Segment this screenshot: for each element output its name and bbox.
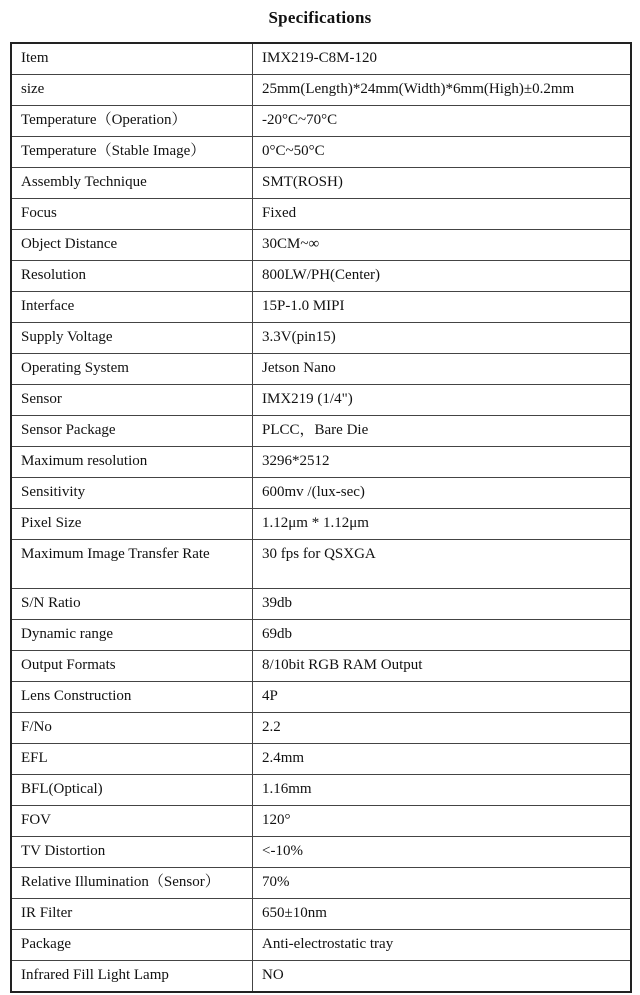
spec-value: Fixed <box>253 199 632 230</box>
spec-value: 3.3V(pin15) <box>253 323 632 354</box>
spec-key: Interface <box>11 292 253 323</box>
table-row <box>11 713 631 744</box>
spec-key: Dynamic range <box>11 620 253 651</box>
spec-key: Focus <box>11 199 253 230</box>
spec-key: IR Filter <box>11 899 253 930</box>
spec-key: Resolution <box>11 261 253 292</box>
table-row <box>11 620 631 651</box>
table-row <box>11 589 631 620</box>
spec-key: Output Formats <box>11 651 253 682</box>
table-row <box>11 230 631 261</box>
spec-value: 120° <box>253 806 632 837</box>
spec-value: 69db <box>253 620 632 651</box>
spec-key: Object Distance <box>11 230 253 261</box>
spec-key: Lens Construction <box>11 682 253 713</box>
spec-value: Jetson Nano <box>253 354 632 385</box>
table-row <box>11 43 631 75</box>
spec-value: PLCC，Bare Die <box>253 416 632 447</box>
table-row <box>11 478 631 509</box>
spec-value: SMT(ROSH) <box>253 168 632 199</box>
spec-value: 1.12μm * 1.12μm <box>253 509 632 540</box>
spec-key: Item <box>11 43 253 75</box>
table-row <box>11 292 631 323</box>
table-row <box>11 354 631 385</box>
spec-key: Infrared Fill Light Lamp <box>11 961 253 993</box>
table-row <box>11 416 631 447</box>
table-row <box>11 75 631 106</box>
spec-key: Assembly Technique <box>11 168 253 199</box>
spec-value: 2.4mm <box>253 744 632 775</box>
table-row <box>11 806 631 837</box>
table-row <box>11 447 631 478</box>
table-row <box>11 682 631 713</box>
spec-value: 3296*2512 <box>253 447 632 478</box>
spec-value: 15P-1.0 MIPI <box>253 292 632 323</box>
spec-key: Maximum resolution <box>11 447 253 478</box>
spec-value: IMX219 (1/4") <box>253 385 632 416</box>
table-row <box>11 323 631 354</box>
spec-value: 600mv /(lux-sec) <box>253 478 632 509</box>
table-row <box>11 509 631 540</box>
spec-value: 1.16mm <box>253 775 632 806</box>
spec-key: Relative Illumination（Sensor） <box>11 868 253 899</box>
spec-value: NO <box>253 961 632 993</box>
page-title: Specifications <box>268 8 372 27</box>
spec-value: Anti-electrostatic tray <box>253 930 632 961</box>
spec-value: 0°C~50°C <box>253 137 632 168</box>
spec-value: 39db <box>253 589 632 620</box>
spec-value: 800LW/PH(Center) <box>253 261 632 292</box>
table-row <box>11 651 631 682</box>
spec-key: Sensor <box>11 385 253 416</box>
spec-value: -20°C~70°C <box>253 106 632 137</box>
spec-key: Supply Voltage <box>11 323 253 354</box>
spec-key: Sensor Package <box>11 416 253 447</box>
spec-value: 650±10nm <box>253 899 632 930</box>
table-row <box>11 930 631 961</box>
spec-key: EFL <box>11 744 253 775</box>
spec-value: 70% <box>253 868 632 899</box>
spec-value: IMX219-C8M-120 <box>253 43 632 75</box>
table-row <box>11 261 631 292</box>
spec-value: 8/10bit RGB RAM Output <box>253 651 632 682</box>
spec-value: 30CM~∞ <box>253 230 632 261</box>
spec-key: FOV <box>11 806 253 837</box>
specifications-table <box>10 42 632 993</box>
table-row <box>11 837 631 868</box>
table-row <box>11 540 631 589</box>
table-row <box>11 744 631 775</box>
spec-key: F/No <box>11 713 253 744</box>
table-row <box>11 899 631 930</box>
table-row <box>11 168 631 199</box>
spec-key: TV Distortion <box>11 837 253 868</box>
table-row <box>11 199 631 230</box>
spec-key: Sensitivity <box>11 478 253 509</box>
spec-value: 30 fps for QSXGA <box>253 540 632 589</box>
table-row <box>11 961 631 993</box>
table-row <box>11 775 631 806</box>
spec-value: <-10% <box>253 837 632 868</box>
table-row <box>11 137 631 168</box>
spec-key: Operating System <box>11 354 253 385</box>
spec-key: Pixel Size <box>11 509 253 540</box>
spec-value: 2.2 <box>253 713 632 744</box>
spec-key: Temperature（Operation） <box>11 106 253 137</box>
table-row <box>11 868 631 899</box>
table-row <box>11 385 631 416</box>
table-row <box>11 106 631 137</box>
spec-key: Maximum Image Transfer Rate <box>11 540 253 589</box>
spec-key: size <box>11 75 253 106</box>
spec-key: BFL(Optical) <box>11 775 253 806</box>
spec-key: S/N Ratio <box>11 589 253 620</box>
spec-value: 4P <box>253 682 632 713</box>
spec-key: Temperature（Stable Image） <box>11 137 253 168</box>
spec-value: 25mm(Length)*24mm(Width)*6mm(High)±0.2mm <box>253 75 632 106</box>
spec-key: Package <box>11 930 253 961</box>
